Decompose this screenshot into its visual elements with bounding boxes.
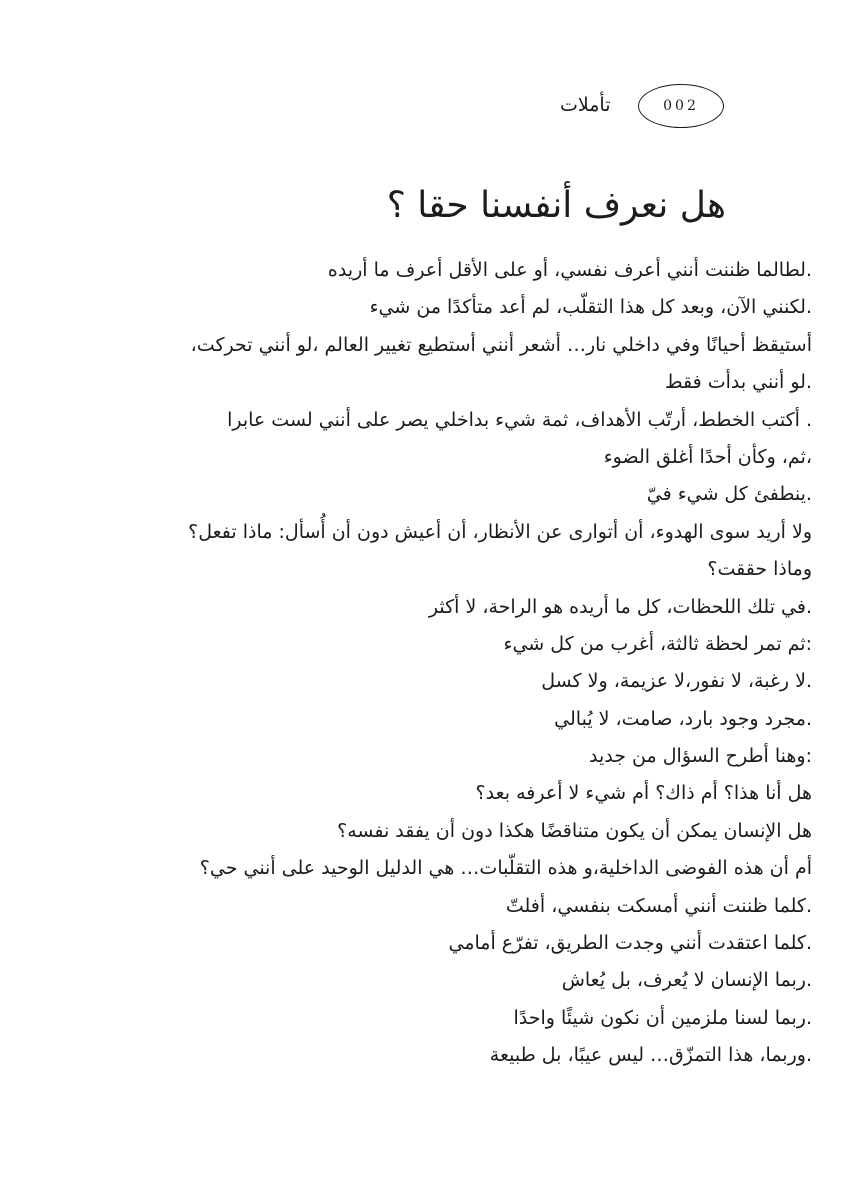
text-line: هل الإنسان يمكن أن يكون متناقضًا هكذا دون أن يفقد نفسه؟ <box>337 819 812 842</box>
text-line: .في تلك اللحظات، كل ما أريده هو الراحة، لا أكثر <box>428 595 812 618</box>
text-line: ،ثم، وكأن أحدًا أغلق الضوء <box>603 445 812 468</box>
text-line: هل أنا هذا؟ أم ذاك؟ أم شيء لا أعرفه بعد؟ <box>475 782 812 805</box>
section-label: تأملات <box>560 94 611 116</box>
text-line: أستيقظ أحيانًا وفي داخلي نار… أشعر أنني أستطيع تغيير العالم ،لو أنني تحركت، <box>190 333 812 356</box>
article-body <box>72 252 812 1075</box>
text-line: وماذا حققت؟ <box>707 558 812 581</box>
text-line: ولا أريد سوى الهدوء، أن أتوارى عن الأنظار، أن أعيش دون أن أُسأل: ماذا تفعل؟ <box>188 520 812 543</box>
text-line: .كلما اعتقدت أنني وجدت الطريق، تفرّع أمامي <box>448 932 812 955</box>
text-line: :وهنا أطرح السؤال من جديد <box>589 745 812 768</box>
text-line: .ربما لسنا ملزمين أن نكون شيئًا واحدًا <box>513 1006 812 1029</box>
text-line: .لا رغبة، لا نفور،لا عزيمة، ولا كسل <box>541 670 812 693</box>
text-line: .لو أنني بدأت فقط <box>664 371 812 394</box>
text-line: .مجرد وجود بارد، صامت، لا يُبالي <box>554 707 812 730</box>
article-title: هل نعرف أنفسنا حقا ؟ <box>386 185 726 226</box>
page-number-badge: 002 <box>638 84 724 128</box>
page-header <box>560 84 728 130</box>
text-line: .كلما ظننت أنني أمسكت بنفسي، أفلتّ <box>505 894 812 917</box>
text-line: أم أن هذه الفوضى الداخلية،و هذه التقلّبات… هي الدليل الوحيد على أنني حي؟ <box>199 857 812 880</box>
text-line: . أكتب الخطط، أرتّب الأهداف، ثمة شيء بداخلي يصر على أنني لست عابرا <box>227 408 812 431</box>
text-line: .ينطفئ كل شيء فيّ <box>646 483 812 506</box>
text-line: .ربما الإنسان لا يُعرف، بل يُعاش <box>561 969 812 992</box>
text-line: .وربما، هذا التمزّق… ليس عيبًا، بل طبيعة <box>489 1044 812 1067</box>
text-line: :ثم تمر لحظة ثالثة، أغرب من كل شيء <box>503 632 812 655</box>
text-line: .لطالما ظننت أنني أعرف نفسي، أو على الأقل أعرف ما أريده <box>327 259 812 281</box>
text-line: .لكنني الآن، وبعد كل هذا التقلّب، لم أعد متأكدًا من شيء <box>369 296 812 319</box>
